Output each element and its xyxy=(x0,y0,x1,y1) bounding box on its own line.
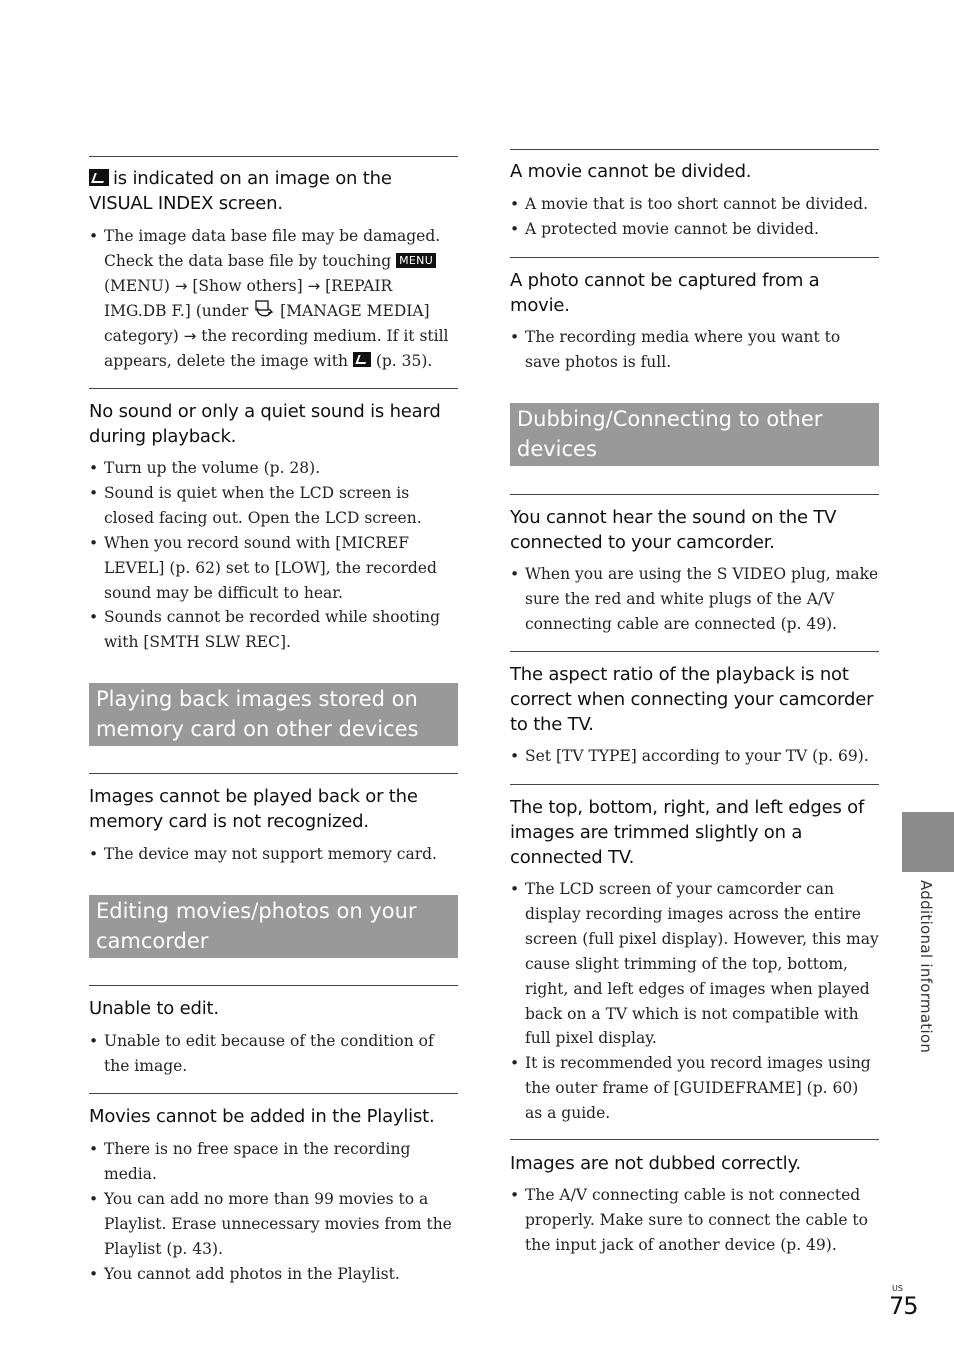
bullet-text: [Show others] xyxy=(192,276,303,295)
list-item: • The LCD screen of your camcorder can display recording images across the entire screen (full pixel display). However, this may cause slight trimming of the top, bottom, right, and left edges of images when played back on a TV which is not compatible with full pixel display. xyxy=(510,877,879,1051)
bullet-list xyxy=(89,456,458,655)
bullet-text: the recording medium. If it still appears, delete the image with xyxy=(104,326,449,370)
section-heading-trimmed-edges: The top, bottom, right, and left edges of images are trimmed slightly on a connected TV. xyxy=(510,797,865,868)
list-item: • Unable to edit because of the condition of the image. xyxy=(89,1029,458,1079)
section-rule xyxy=(89,156,458,157)
bullet-list xyxy=(510,192,879,242)
bullet-list xyxy=(510,562,879,637)
arrow-right-icon: → xyxy=(307,276,321,295)
section-heading-playlist: Movies cannot be added in the Playlist. xyxy=(89,1106,435,1127)
category-band-dubbing: Dubbing/Connecting to other devices xyxy=(510,403,879,466)
bullet-text: (p. 35). xyxy=(375,351,433,370)
section-heading-memory-card: Images cannot be played back or the memory card is not recognized. xyxy=(89,786,418,832)
section-rule xyxy=(510,784,879,785)
section-heading-movie-divided: A movie cannot be divided. xyxy=(510,161,752,182)
section-rule xyxy=(89,1093,458,1094)
section-heading-visual-index xyxy=(89,166,458,216)
image-warning-icon xyxy=(89,169,109,186)
section-heading-tv-sound: You cannot hear the sound on the TV connected to your camcorder. xyxy=(510,507,837,553)
list-item: • A movie that is too short cannot be divided. xyxy=(510,192,879,217)
bullet-text: [MANAGE MEDIA] category) xyxy=(104,301,430,345)
bullet-text: [REPAIR IMG.DB F.] (under xyxy=(104,276,393,320)
section-heading-dubbing: Images are not dubbed correctly. xyxy=(510,1153,801,1174)
list-item: • A protected movie cannot be divided. xyxy=(510,217,879,242)
chapter-tab-label: Additional information xyxy=(917,880,935,1054)
bullet-list xyxy=(510,877,879,1126)
bullet-list xyxy=(510,325,879,375)
bullet-list xyxy=(89,1029,458,1079)
list-item: • When you record sound with [MICREF LEVEL] (p. 62) set to [LOW], the recorded sound may be difficult to hear. xyxy=(89,531,458,606)
section-rule xyxy=(510,257,879,258)
bullet-list xyxy=(89,1137,458,1286)
bullet-list xyxy=(510,744,879,769)
category-band-memory-card: Playing back images stored on memory card on other devices xyxy=(89,683,458,746)
list-item: • You can add no more than 99 movies to a Playlist. Erase unnecessary movies from the Playlist (p. 43). xyxy=(89,1187,458,1262)
bullet-list xyxy=(510,1183,879,1258)
list-item: • It is recommended you record images using the outer frame of [GUIDEFRAME] (p. 60) as a guide. xyxy=(510,1051,879,1126)
category-band-editing: Editing movies/photos on your camcorder xyxy=(89,895,458,958)
image-warning-icon xyxy=(353,352,371,367)
list-item xyxy=(89,224,458,373)
list-item: • The device may not support memory card. xyxy=(89,842,458,867)
arrow-right-icon: → xyxy=(183,326,197,345)
bullet-text: The image data base file may be damaged. Check the data base file by touching xyxy=(104,227,441,270)
page-region-code: US xyxy=(892,1284,903,1293)
section-rule xyxy=(89,773,458,774)
section-rule xyxy=(89,388,458,389)
menu-badge-icon: MENU xyxy=(396,253,436,268)
bullet-text: (MENU) xyxy=(104,276,170,295)
bullet-list xyxy=(89,224,458,373)
list-item: • Turn up the volume (p. 28). xyxy=(89,456,458,481)
heading-text: is indicated on an image on the VISUAL INDEX screen. xyxy=(89,168,392,214)
list-item: • Sound is quiet when the LCD screen is closed facing out. Open the LCD screen. xyxy=(89,481,458,531)
section-heading-no-sound: No sound or only a quiet sound is heard during playback. xyxy=(89,401,441,447)
section-rule xyxy=(510,1139,879,1140)
section-rule xyxy=(510,494,879,495)
manage-media-icon xyxy=(253,300,275,318)
list-item: • You cannot add photos in the Playlist. xyxy=(89,1262,458,1287)
bullet-list xyxy=(89,842,458,867)
section-rule xyxy=(510,149,879,150)
section-heading-unable-to-edit: Unable to edit. xyxy=(89,998,219,1019)
section-heading-aspect-ratio: The aspect ratio of the playback is not correct when connecting your camcorder to the TV. xyxy=(510,664,874,735)
list-item: • Set [TV TYPE] according to your TV (p. 69). xyxy=(510,744,879,769)
list-item: • The recording media where you want to save photos is full. xyxy=(510,325,879,375)
arrow-right-icon: → xyxy=(174,276,188,295)
list-item: • Sounds cannot be recorded while shooting with [SMTH SLW REC]. xyxy=(89,605,458,655)
section-heading-photo-capture: A photo cannot be captured from a movie. xyxy=(510,270,820,316)
section-rule xyxy=(89,985,458,986)
list-item: • The A/V connecting cable is not connected properly. Make sure to connect the cable to the input jack of another device (p. 49). xyxy=(510,1183,879,1258)
section-rule xyxy=(510,651,879,652)
list-item: • There is no free space in the recording media. xyxy=(89,1137,458,1187)
list-item: • When you are using the S VIDEO plug, make sure the red and white plugs of the A/V connecting cable are connected (p. 49). xyxy=(510,562,879,637)
page-number: 75 xyxy=(889,1292,918,1320)
chapter-tab xyxy=(902,812,954,872)
